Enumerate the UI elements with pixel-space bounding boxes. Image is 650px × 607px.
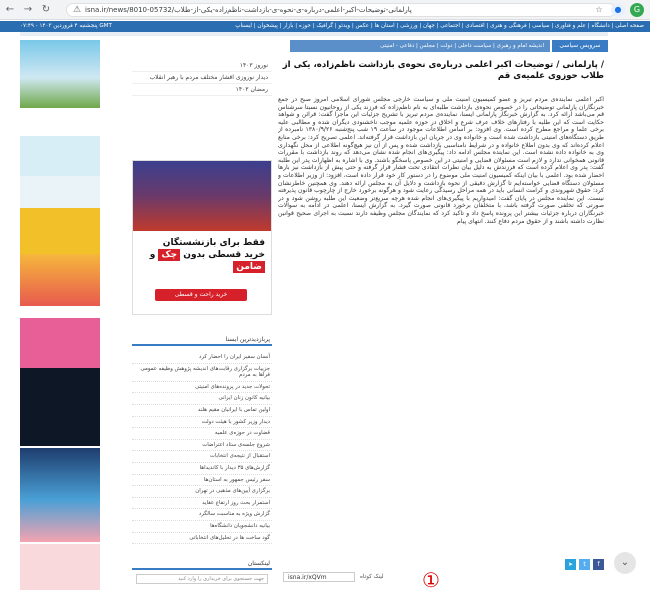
list-item[interactable]: سفر رئیس جمهور به استان‌ها <box>132 475 272 487</box>
ad-banner-7[interactable] <box>20 368 100 446</box>
extensions-icon[interactable]: ● <box>611 3 625 17</box>
promo-tag-join: و <box>149 250 156 260</box>
list-item[interactable]: شروع جلسه‌ی ستاد اعتراضات <box>132 440 272 452</box>
promo-title-line2-wrap <box>139 249 265 261</box>
promo-title-line2: خرید قسطی بدون <box>183 250 265 260</box>
breadcrumb[interactable]: اندیشه امام و رهبری | سیاست داخلی | دولت | مجلس | دفاعی - امنیتی <box>290 40 550 52</box>
top-nav-links[interactable]: صفحه اصلی | دانشگاه | علم و فناوری | سیاسی | فرهنگی و هنری | اقتصادی | اجتماعی | جهان | ورزشی | استان ها | عکس | ویدئو | گرافیک | حوزه | بازار | پیشخوان | ایسناپ <box>235 23 644 29</box>
article-body: اکبر اعلمی نماینده‌ی مردم تبریز و عضو کمیسیون امنیت ملی و سیاست خارجی مجلس شورای اسلامی امروز صبح در جمع خبرنگاران پارلمانی توضیحاتی را در خصوص نحوه‌ی بازداشت طلبه‌ای به نام ناظم‌زاده که فرزند یکی از روحانیون نسبتا سرشناس قم می‌باشد ارائه کرد. به گزارش خبرنگار پارلمانی ایسنا، نماینده‌ی مردم تبریز با تشریح جزئیات این ماجرا گفت: قرائن و شواهد حکایت است که این طلبه با رفتارهای خلاف عرف شرع و اخلاق در حوزه علمیه موجب ناخشنودی دیگران شده و مطالبی علیه برخی علما و مراجع مطرح کرده است. وی افزود: بر اساس اطلاعات موجود در ساعت ۱۹ شب پنج‌شنبه ۱۳۸۰/۹/۲۶ نامبرده از طریق دستگاه‌های امنیتی بازداشت شده است و خانواده وی در جریان این بازداشت قرار گرفته‌اند. اعلمی تصریح کرد: برخی منابع اعلام کرده‌اند که وی بدون اطلاع خانواده و در شرایط نامناسبی بازداشت شده و پس از آن نیز هیچ‌گونه اطلاعی از محل نگهداری وی به خانواده داده نشده است. این نماینده مجلس ادامه داد: پیگیری‌های انجام شده نشان می‌دهد که روند بازداشت با مقررات قانونی همخوانی ندارد و لازم است مسئولان قضایی و امنیتی در این خصوص پاسخگو باشند. وی با اشاره به اظهارات پدر این طلبه گفت: پدر وی اعلام کرده است که فرزندش به دلیل بیان نظرات انتقادی تحت فشار قرار گرفته و حتی پیش از بازداشت نیز بارها احضار شده بود. اعلمی با بیان اینکه کمیسیون امنیت ملی موضوع را در دستور کار خود قرار داده است، افزود: از وزیر اطلاعات و مسئولان دستگاه قضایی خواسته‌ایم تا گزارش دقیقی از نحوه بازداشت و دلایل آن به مجلس ارائه دهند. وی همچنین خاطرنشان کرد: حقوق شهروندی و کرامت انسانی باید در همه مراحل رسیدگی رعایت شود و هرگونه برخورد خارج از چارچوب قانون پذیرفته نیست. این نماینده مجلس در پایان گفت: امیدواریم با پیگیری‌های انجام شده هرچه سریع‌تر وضعیت این طلبه روشن شود و در صورتی که تخلفی صورت گرفته باشد، با متخلفان برخورد قانونی صورت گیرد. به گزارش ایسنا، اعلمی در ادامه به سوالات خبرنگاران درباره جزئیات بیشتر این پرونده پاسخ داد و تاکید کرد که نمایندگان مجلس وظیفه دارند نسبت به اجرای صحیح قوانین نظارت داشته باشند و از حقوق مردم دفاع کنند. انتهای پیام <box>278 96 604 225</box>
special-topics-box <box>132 60 272 120</box>
ad-banner-6[interactable] <box>20 318 100 368</box>
list-item[interactable]: جزییات برگزاری رقابت‌های اندیشه پژوهش وظیفه عمومی فراها به مردم <box>132 364 272 382</box>
scroll-down-button[interactable]: ⌄ <box>614 552 636 574</box>
list-item[interactable]: اولین تماس با ایرانیان مقیم هلند <box>132 405 272 417</box>
list-item[interactable]: استقبال از نتیجه‌ی انتخابات <box>132 451 272 463</box>
list-item[interactable]: گزارش ویژه به مناسبت سالگرد <box>132 509 272 521</box>
ad-banner-9[interactable] <box>20 544 100 590</box>
ad-banner-8[interactable] <box>20 448 100 542</box>
top-nav-date: پنجشنبه ۴ فروردین ۱۴۰۳ - ۰۷:۴۹ GMT <box>20 23 112 29</box>
list-item[interactable]: قضاوت در حوزه‌ی علمیه <box>132 428 272 440</box>
browser-actions <box>592 3 644 17</box>
site-top-nav <box>0 21 650 32</box>
most-viewed-list <box>132 352 272 552</box>
browser-nav <box>4 4 52 16</box>
promo-ad[interactable] <box>132 160 272 315</box>
list-item[interactable]: آنسان سفیر ایران را احضار کرد <box>132 352 272 364</box>
telegram-icon[interactable]: ➤ <box>565 559 576 570</box>
links-heading: لینکستان <box>132 560 272 570</box>
annotation-number: ① <box>422 568 440 592</box>
profile-icon[interactable]: G <box>630 3 644 17</box>
ad-banner-1[interactable] <box>20 40 100 108</box>
promo-title-line1: فقط برای بازنشستگان <box>162 238 265 248</box>
back-icon[interactable]: ← <box>5 4 15 15</box>
promo-tag-guarantor: ضامن <box>233 261 265 273</box>
forward-icon[interactable]: → <box>23 4 33 15</box>
links-search-input[interactable]: جهت جستجوی برای خریداری را وارد کنید <box>136 574 268 584</box>
tab-political-service[interactable]: سرویس سیاسی <box>552 40 608 52</box>
article-headline: / پارلمانی / توضیحات اکبر اعلمی درباره‌ی نحوه‌ی بازداشت ناظم‌زاده، یکی از طلاب حوزوی علمیه‌ی قم <box>282 60 604 81</box>
promo-title <box>139 237 265 273</box>
ad-banner-5[interactable] <box>20 254 100 306</box>
promo-photo <box>133 161 271 231</box>
list-item[interactable]: بیانیه دانشجویان دانشگاه‌ها <box>132 521 272 533</box>
most-viewed-heading: پربازدیدترین ایسنا <box>132 336 272 346</box>
lock-icon[interactable]: ⚠ <box>73 5 82 15</box>
facebook-icon[interactable]: f <box>593 559 604 570</box>
sub-bar <box>20 32 608 36</box>
promo-buy-button[interactable]: خرید راحت و قسطی <box>155 289 247 301</box>
topic-row[interactable]: رمضان ۱۴۰۳ <box>132 84 272 96</box>
list-item[interactable]: دیدار وزیر کشور با هیئت دولت <box>132 417 272 429</box>
shortlink-label: لینک کوتاه <box>360 574 384 580</box>
twitter-icon[interactable]: t <box>579 559 590 570</box>
star-icon[interactable]: ☆ <box>595 5 603 14</box>
topic-row[interactable]: دیدار نوروزی اقشار مختلف مردم با رهبر انقلاب <box>132 72 272 84</box>
list-item[interactable]: استمرار بحث روز ارتفاع عقاید <box>132 498 272 510</box>
promo-tag-cheque: چک <box>158 249 180 261</box>
ad-banner-2[interactable] <box>20 136 100 176</box>
address-bar[interactable] <box>66 3 616 17</box>
share-buttons <box>565 559 604 570</box>
shortlink-field[interactable]: isna.ir/xQVm <box>283 572 355 582</box>
ad-banner-3[interactable] <box>20 176 100 208</box>
reload-icon[interactable]: ↻ <box>41 4 51 15</box>
ad-banner-4[interactable] <box>20 208 100 254</box>
ads-column <box>20 36 100 596</box>
list-item[interactable]: گزارش‌های ۳۵ دیدار با کاندیداها <box>132 463 272 475</box>
browser-toolbar <box>0 0 650 20</box>
list-item[interactable]: تحولات جدید در پرونده‌های امنیتی <box>132 382 272 394</box>
topic-row[interactable]: نوروز ۱۴۰۳ <box>132 60 272 72</box>
url-text[interactable]: isna.ir/news/8010-05732/پارلمانی-توضیحات-اکبر-اعلمی-درباره-ی-نحوه-ی-بازداشت-ناظم‌زاده-یکی-از-طلاب <box>85 6 412 14</box>
list-item[interactable]: برگزاری آیین‌های مذهبی در تهران <box>132 486 272 498</box>
list-item[interactable]: بیانیه کانون زنان ایرانی <box>132 393 272 405</box>
list-item[interactable]: گود ساخت ها در تحلیل‌های انتخاباتی <box>132 533 272 545</box>
